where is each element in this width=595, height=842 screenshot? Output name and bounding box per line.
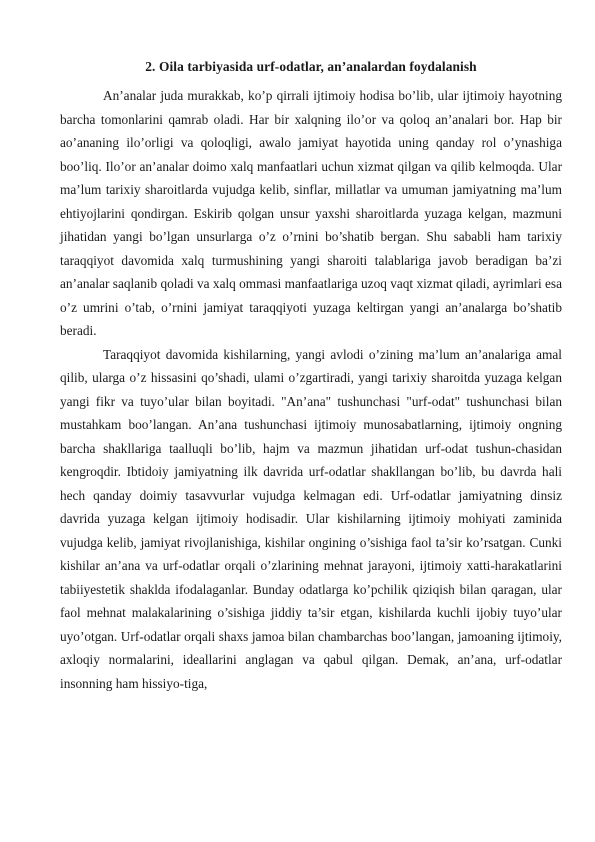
- body-text: [60, 84, 562, 695]
- section-heading: 2. Oila tarbiyasida urf-odatlar, an’analardan foydalanish: [145, 59, 477, 74]
- paragraph-2: Taraqqiyot davomida kishilarning, yangi avlodi o’zining ma’lum an’analariga amal qilib, ularga o’z hissasini qo’shadi, ulami o’zgartiradi, yangi tarixiy sharoitda yuzaga kelgan yangi fikr va tuyo’ular bilan boyitadi. "An’ana" tushunchasi "urf-odat" tushunchasi bilan mustahkam boo’langan. An’ana tushunchasi ijtimoiy munosabatlarning, ijtimoiy ongning barcha shakllariga taalluqli bo’lib, hajm va mazmun jihatidan urf-odat tushun-chasidan kengroqdir. Ibtidoiy jamiyatning ilk davrida urf-odatlar shakllangan bo’lib, bu davrda hali hech qanday doimiy tasavvurlar vujudga kelmagan edi. Urf-odatlar jamiyatning dinsiz davrida yuzaga kelgan ijtimoiy hodisadir. Ular kishilarning ijtimoiy mohiyati zaminida vujudga kelib, jamiyat rivojlanishiga, kishilar ongining o’sishiga faol ta’sir ko’rsatgan. Cunki kishilar an’ana va urf-odatlar orqali o’zlarining mehnat jarayoni, ijtimoiy xatti-harakatlarini tabiiyestetik shaklda ifodalaganlar. Bunday odatlarga ko’pchilik qiziqish bilan qaragan, ular faol mehnat malakalarining o’sishiga jiddiy ta’sir etgan, kishilarda kuchli ijobiy tuyo’ular uyo’otgan. Urf-odatlar orqali shaxs jamoa bilan chambarchas boo’langan, jamoaning ijtimoiy, axloqiy normalarini, ideallarini anglagan va qabul qilgan. Demak, an’ana, urf-odatlar insonning ham hissiyo-tiga,: [60, 346, 562, 691]
- paragraph-1: An’analar juda murakkab, ko’p qirrali ijtimoiy hodisa bo’lib, ular ijtimoiy hayotning barcha tomonlarini qamrab oladi. Har bir xalqning ilo’or va qoloq an’analari bor. Hap bir ao’ananing ilo’orligi va qoloqligi, awalo jamiyat hayotida uning qanday rol o’ynashiga boo’liq. Ilo’or an’analar doimo xalq manfaatlari uchun xizmat qilgan va qilib kelmoqda. Ular ma’lum tarixiy sharoitlarda vujudga kelib, sinflar, millatlar va umuman jamiyatning ma’lum ehtiyojlarini qondirgan. Eskirib qolgan unsur yaxshi sharoitlarda yuzaga kelgan, mazmuni jihatidan yangi bo’lgan unsurlarga o’z o’rnini bo’shatib bergan. Shu sababli ham tarixiy taraqqiyot davomida xalq turmushining yangi sharoiti talablariga javob beradigan ba’zi an’analar saqlanib qoladi va xalq ommasi manfaatlariga uzoq vaqt xizmat qiladi, ayrimlari esa o’z umrini o’tab, o’rnini jamiyat taraqqiyoti yuzaga keltirgan yangi an’analarga bo’shatib beradi.: [60, 88, 562, 338]
